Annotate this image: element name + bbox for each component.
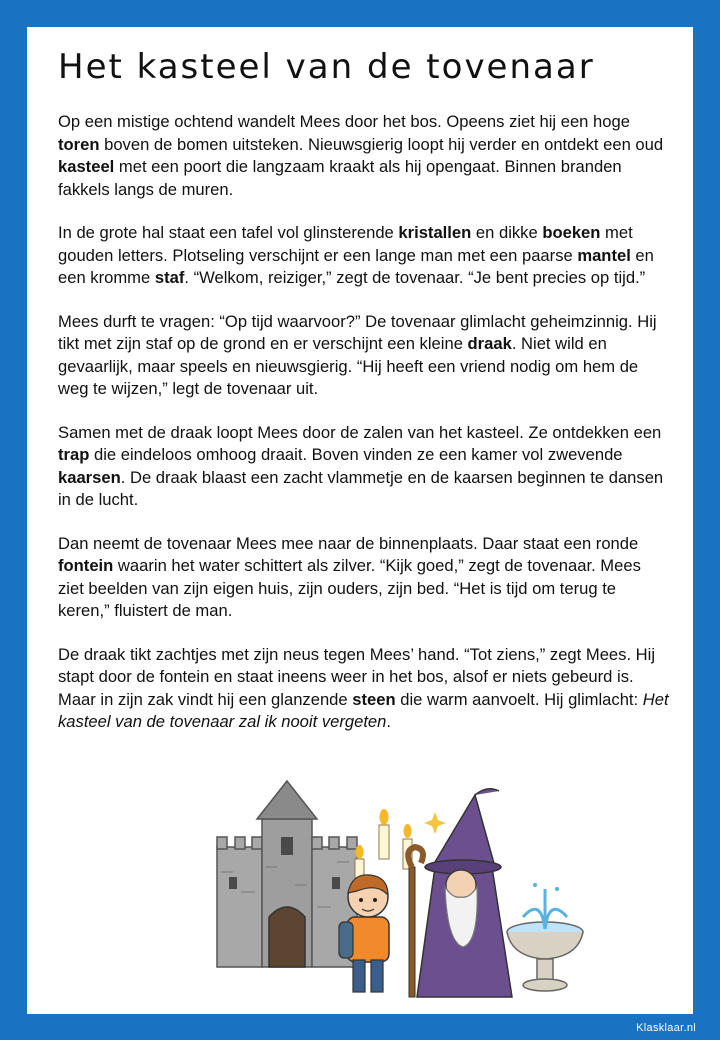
wizard-illustration	[408, 789, 512, 997]
keyword: kasteel	[58, 157, 115, 176]
story-paragraph	[58, 644, 670, 734]
story-paragraph	[58, 111, 670, 201]
text-run: . Niet wild en gevaarlijk, maar speels en nieuwsgierig. “Hij heeft een vriend nodig om hem de weg te wijzen,” legt de tovenaar uit.	[58, 334, 639, 398]
keyword: fontein	[58, 556, 114, 575]
text-run: Mees durft te vragen: “Op tijd waarvoor?” De tovenaar glimlacht geheimzinnig. Hij tikt met zijn staf op de grond en er verschijnt een kleine	[58, 311, 657, 353]
castle-illustration	[217, 781, 357, 967]
worksheet-page	[27, 27, 693, 1014]
text-run: . De draak blaast een zacht vlammetje en de kaarsen beginnen te dansen in de lucht.	[58, 467, 664, 509]
keyword: mantel	[577, 245, 631, 265]
text-run: Dan neemt de tovenaar Mees mee naar de binnenplaats. Daar staat een ronde	[58, 533, 639, 553]
text-run: boven de bomen uitsteken. Nieuwsgierig loopt hij verder en ontdekt een oud	[99, 134, 664, 154]
text-run: die eindeloos omhoog draait. Boven vinden ze een kamer vol zwevende	[89, 445, 623, 464]
story-paragraph	[58, 311, 670, 401]
fountain-illustration	[507, 883, 583, 991]
keyword: kaarsen	[58, 467, 121, 487]
text-run: die warm aanvoelt. Hij glimlacht:	[395, 689, 643, 709]
text-run: en een kromme	[58, 245, 654, 287]
story-title: Het kasteel van de tovenaar	[58, 47, 595, 87]
story-paragraph	[58, 222, 670, 290]
text-run: De draak tikt zachtjes met zijn neus tegen Mees’ hand. “Tot ziens,” zegt Mees. Hij stapt door de fontein en staat ineens weer in het bos, alsof er niets gebeurd is. Maar in zijn zak vindt hij een glanzende	[58, 644, 656, 709]
text-run: . “Welkom, reiziger,” zegt de tovenaar. “Je bent precies op tijd.”	[184, 268, 646, 287]
text-run: Samen met de draak loopt Mees door de zalen van het kasteel. Ze ontdekken een	[58, 422, 662, 442]
text-run: met een poort die langzaam kraakt als hij opengaat. Binnen branden fakkels langs de muren.	[58, 157, 622, 199]
keyword: draak	[467, 334, 512, 353]
footer-brand: Klasklaar.nl	[636, 1022, 696, 1034]
text-run: en dikke	[471, 223, 543, 242]
text-run: .	[386, 712, 392, 731]
story-paragraph	[58, 422, 670, 512]
keyword: staf	[154, 268, 185, 287]
story-text	[58, 111, 670, 755]
keyword: toren	[58, 134, 100, 154]
text-run: met gouden letters. Plotseling verschijnt er een lange man met een paarse	[58, 223, 633, 265]
italic-thought: Het kasteel van de tovenaar zal ik nooit vergeten	[58, 689, 669, 731]
keyword: trap	[58, 445, 90, 464]
keyword: kristallen	[398, 223, 472, 242]
keyword: boeken	[542, 223, 601, 242]
keyword: steen	[352, 689, 396, 709]
story-illustration	[207, 767, 587, 1002]
story-paragraph	[58, 533, 670, 623]
text-run: waarin het water schittert als zilver. “Kijk goed,” zegt de tovenaar. Mees ziet beelden van zijn eigen huis, zijn ouders, zijn bed. “Het is tijd om terug te keren,” fluistert de man.	[58, 556, 641, 620]
text-run: In de grote hal staat een tafel vol glinsterende	[58, 223, 399, 242]
text-run: Op een mistige ochtend wandelt Mees door het bos. Opeens ziet hij een hoge	[58, 112, 630, 131]
